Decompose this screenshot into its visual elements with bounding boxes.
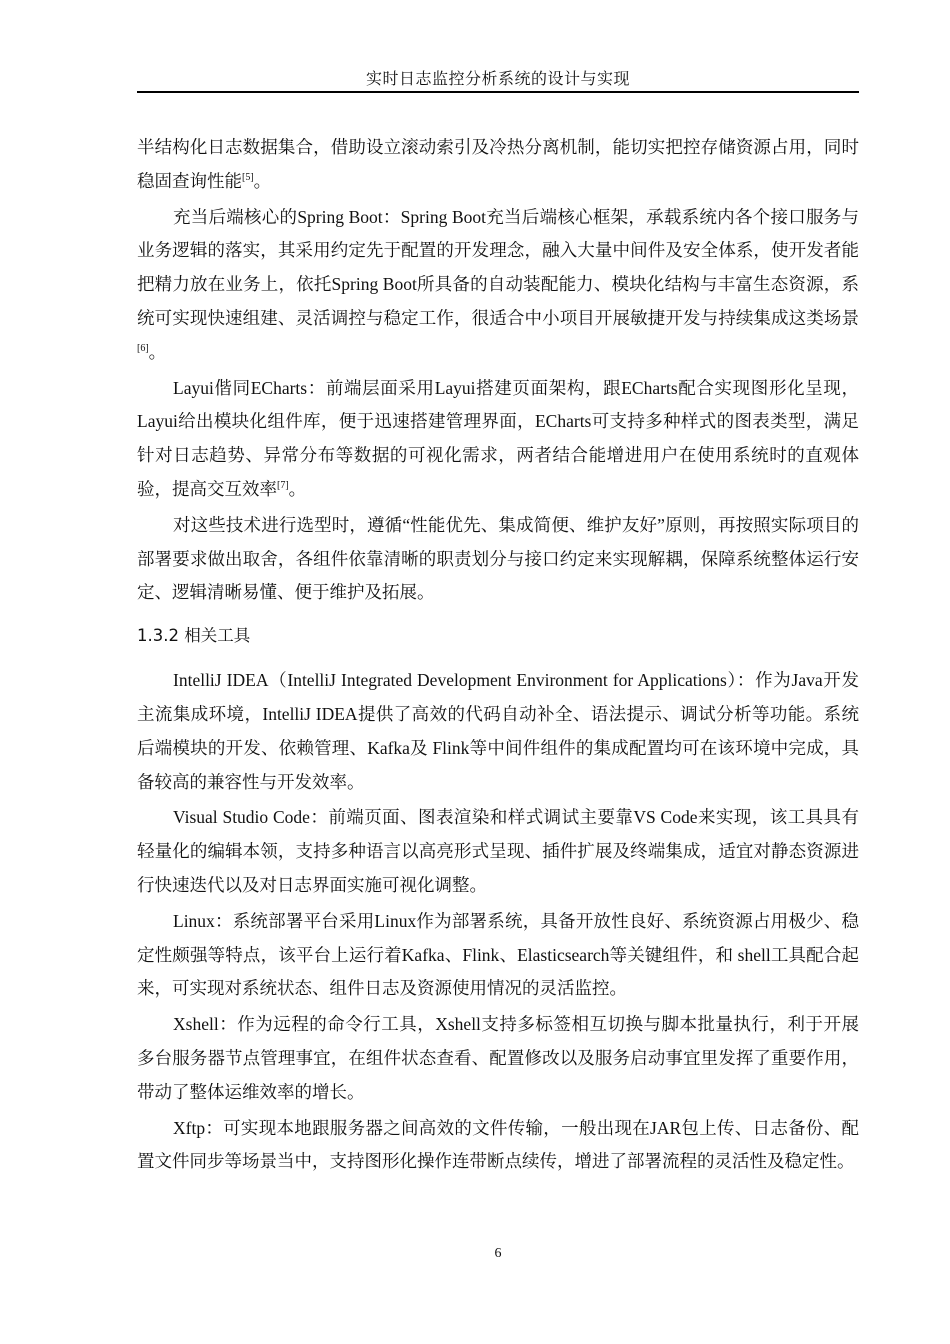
tool-paragraph: Xftp：可实现本地跟服务器之间高效的文件传输，一般出现在JAR包上传、日志备份、配置文件同步等场景当中，支持图形化操作连带断点续传，增进了部署流程的灵活性及稳定性。 xyxy=(137,1117,859,1172)
citation: [7] xyxy=(277,480,289,492)
paragraph: Layui偕同ECharts：前端层面采用Layui搭建页面架构，跟ECharts配合实现图形化呈现，Layui给出模块化组件库，便于迅速搭建管理界面，ECharts可支持多种样式的图表类型，满足针对日志趋势、异常分布等数据的可视化需求，两者结合能增进用户在使用系统时的直观体验，提高交互效率[7]。 xyxy=(137,377,859,499)
paragraph: 对这些技术进行选型时，遵循“性能优先、集成简便、维护友好”原则，再按照实际项目的部署要求做出取舍，各组件依靠清晰的职责划分与接口约定来实现解耦，保障系统整体运行安定、逻辑清晰易懂、便于维护及拓展。 xyxy=(137,514,859,603)
tool-paragraph: IntelliJ IDEA（IntelliJ Integrated Development Environment for Applications）：作为Java开发主流集成环境，IntelliJ IDEA提供了高效的代码自动补全、语法提示、调试分析等功能。系统后端模块的开发、依赖管理、Kafka及 Flink等中间件组件的集成配置均可在该环境中完成，具备较高的兼容性与开发效率。 xyxy=(137,670,859,792)
tool-paragraph: Visual Studio Code：前端页面、图表渲染和样式调试主要靠VS Code来实现，该工具具有轻量化的编辑本领，支持多种语言以高亮形式呈现、插件扩展及终端集成，适宜对静态资源进行快速迭代以及对日志界面实施可视化调整。 xyxy=(137,807,859,895)
tool-paragraph: Xshell：作为远程的命令行工具，Xshell支持多标签相互切换与脚本批量执行，利于开展多台服务器节点管理事宜，在组件状态查看、配置修改以及服务启动事宜里发挥了重要作用，带动了整体运维效率的增长。 xyxy=(137,1014,859,1102)
tool-paragraph: Linux：系统部署平台采用Linux作为部署系统，具备开放性良好、系统资源占用极少、稳定性颇强等特点，该平台上运行着Kafka、Flink、Elasticsearch等关键组件，和 shell工具配合起来，可实现对系统状态、组件日志及资源使用情况的灵活监控。 xyxy=(137,910,859,999)
header-rule xyxy=(137,91,859,93)
running-header-title: 实时日志监控分析系统的设计与实现 xyxy=(365,69,630,88)
body-text xyxy=(137,131,859,1181)
paragraph: 半结构化日志数据集合，借助设立滚动索引及冷热分离机制，能切实把控存储资源占用，同时稳固查询性能[5]。 xyxy=(137,137,859,191)
citation: [6] xyxy=(137,342,149,354)
citation: [5] xyxy=(242,171,254,183)
page-number: 6 xyxy=(494,1246,502,1261)
section-heading: 1.3.2 相关工具 xyxy=(137,626,251,646)
paragraph: 充当后端核心的Spring Boot：Spring Boot充当后端核心框架，承载系统内各个接口服务与业务逻辑的落实，其采用约定先于配置的开发理念，融入大量中间件及安全体系，使开发者能把精力放在业务上，依托Spring Boot所具备的自动装配能力、模块化结构与丰富生态资源，系统可实现快速组建、灵活调控与稳定工作，很适合中小项目开展敏捷开发与持续集成这类场景[6]。 xyxy=(137,206,859,362)
